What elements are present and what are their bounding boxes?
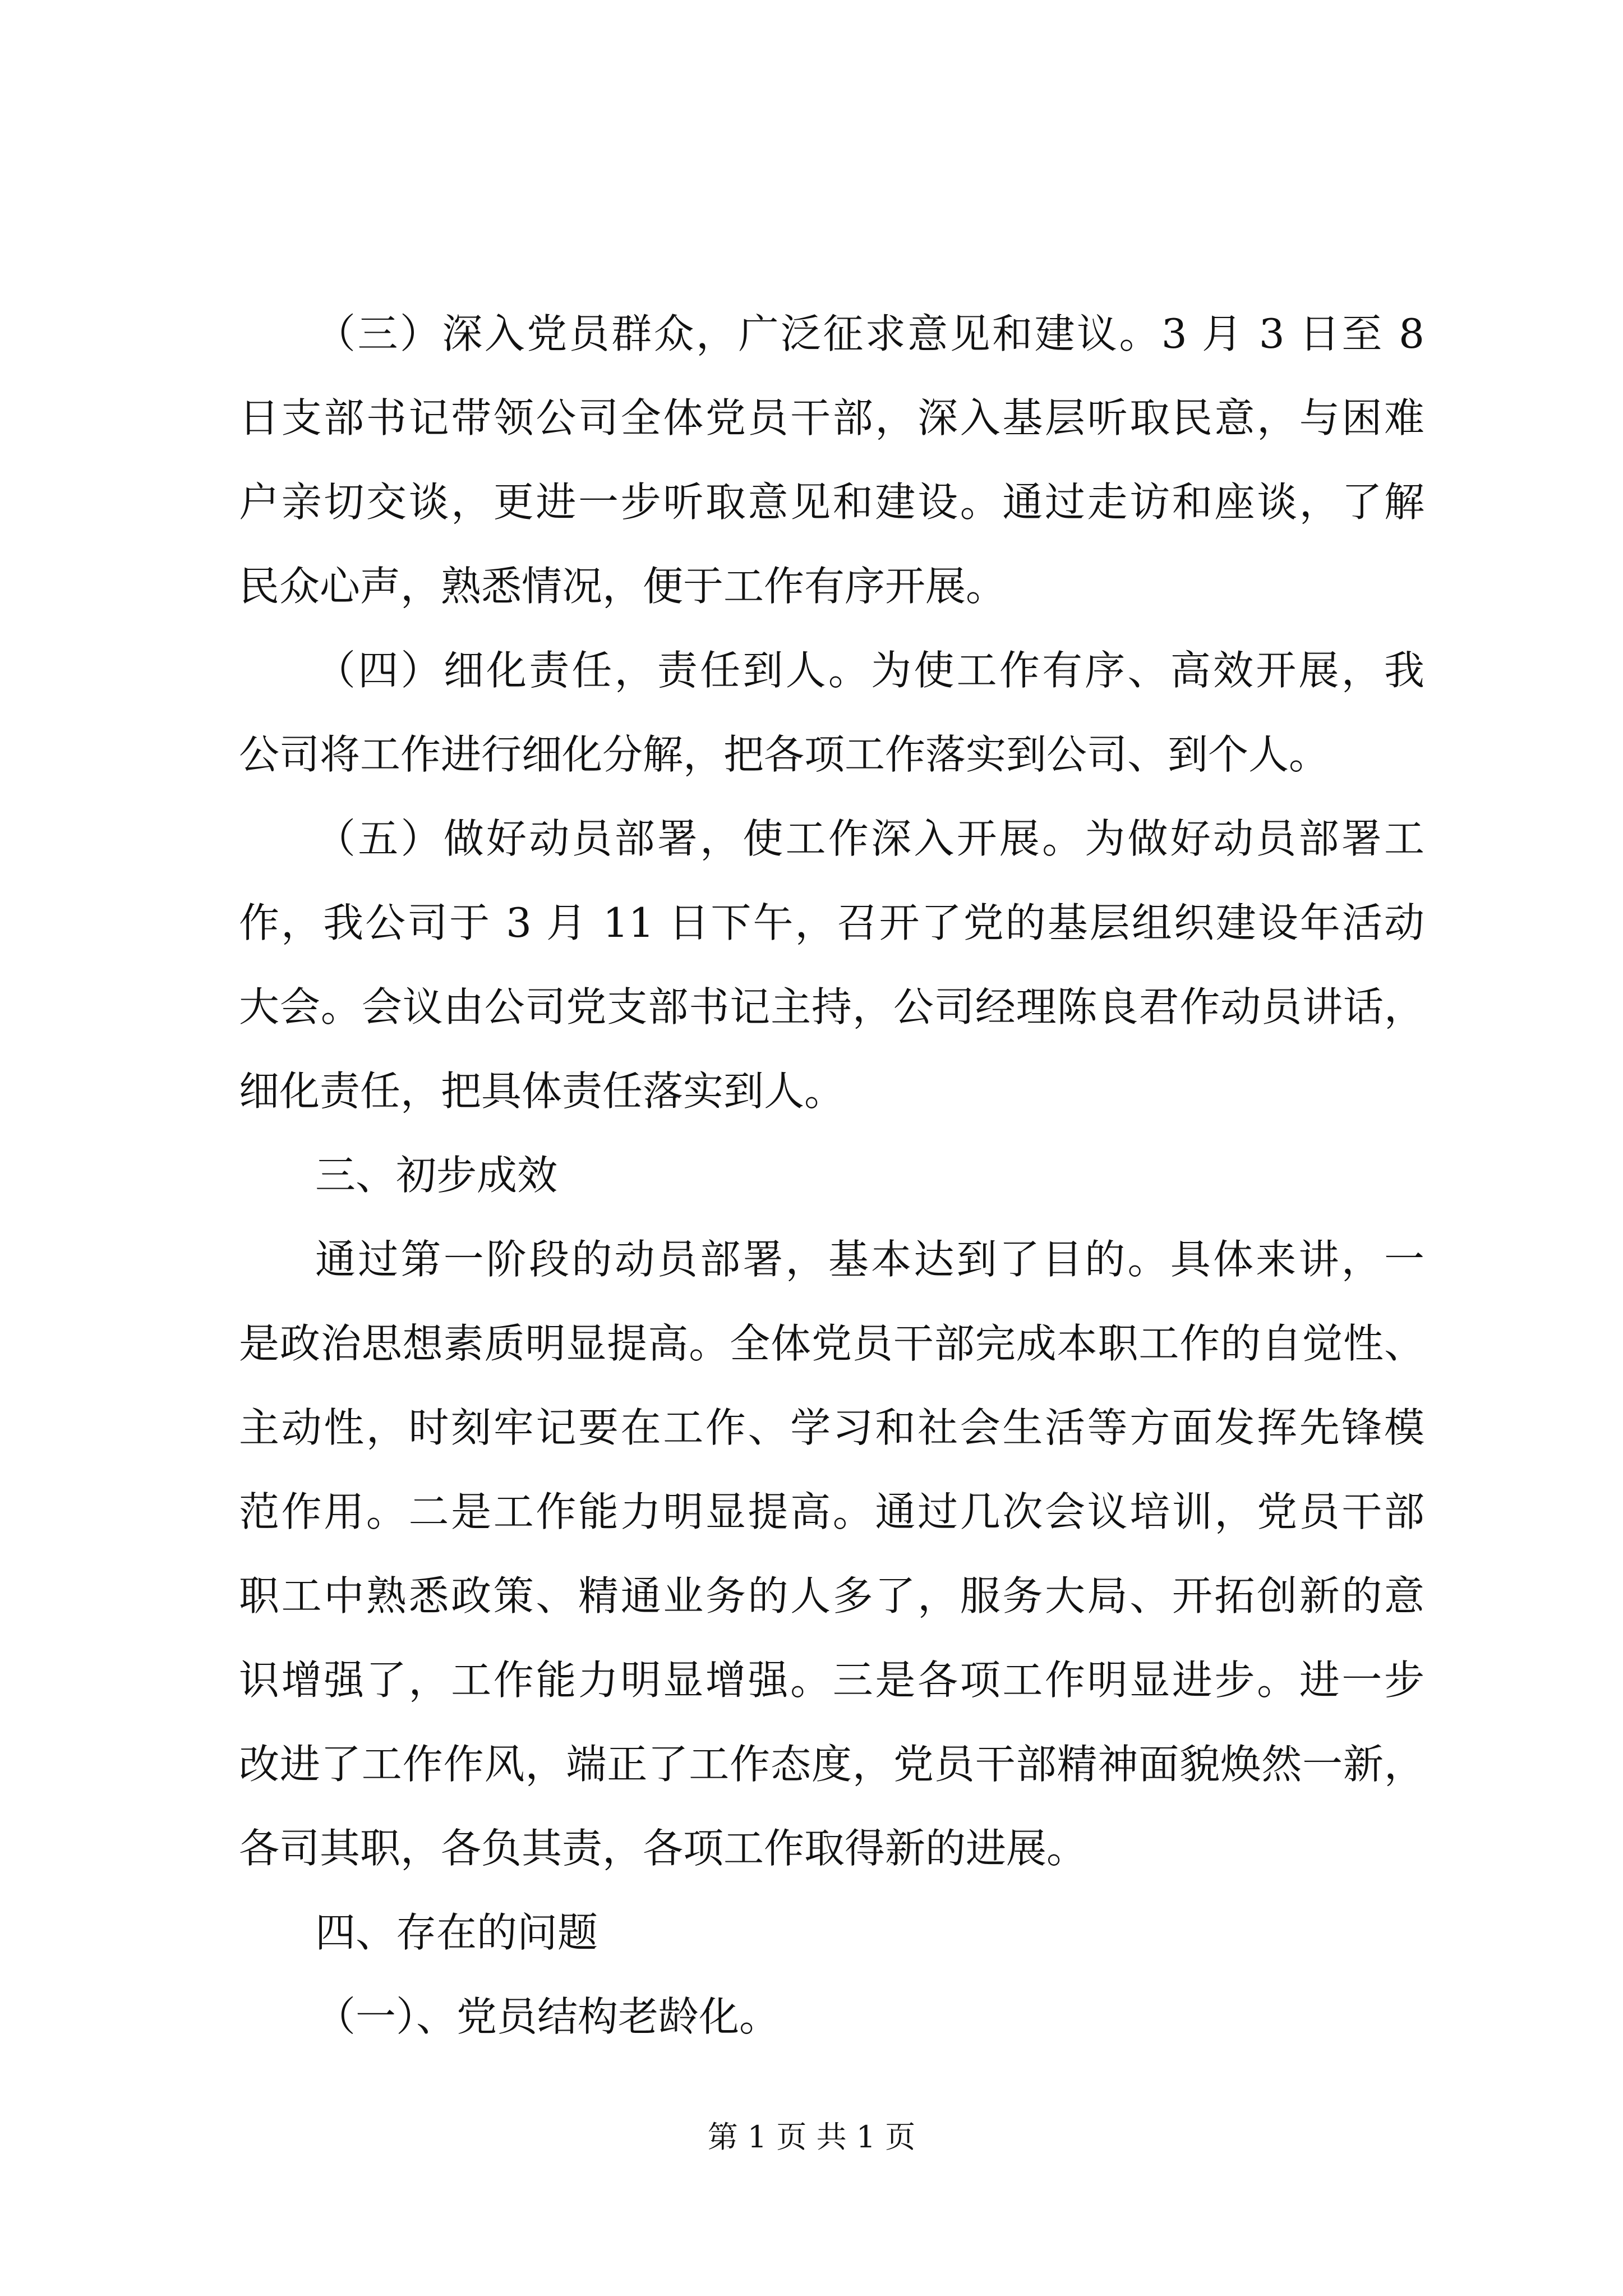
section-heading: 四、存在的问题 [315,1909,598,1956]
paragraph-line: 户亲切交谈，更进一步听取意见和建设。通过走访和座谈，了解 [239,478,1424,526]
paragraph-line: 主动性，时刻牢记要在工作、学习和社会生活等方面发挥先锋模 [239,1404,1424,1451]
paragraph-line: 识增强了，工作能力明显增强。三是各项工作明显进步。进一步 [239,1657,1424,1704]
paragraph-line: 各司其职，各负其责，各项工作取得新的进展。 [239,1825,1087,1872]
page-footer: 第 1 页 共 1 页 [707,2119,916,2155]
paragraph-line: 大会。会议由公司党支部书记主持，公司经理陈良君作动员讲话， [239,983,1424,1030]
paragraph-line: 范作用。二是工作能力明显提高。通过几次会议培训，党员干部 [239,1488,1424,1535]
paragraph-line: 职工中熟悉政策、精通业务的人多了，服务大局、开拓创新的意 [239,1572,1424,1619]
paragraph-line: 是政治思想素质明显提高。全体党员干部完成本职工作的自觉性、 [239,1320,1424,1367]
paragraph-line: （五）做好动员部署，使工作深入开展。为做好动员部署工 [315,815,1424,862]
paragraph-line: （三）深入党员群众，广泛征求意见和建议。3 月 3 日至 8 [315,310,1424,357]
paragraph-line: 日支部书记带领公司全体党员干部，深入基层听取民意，与困难 [239,394,1424,441]
paragraph-line: 改进了工作作风，端正了工作态度，党员干部精神面貌焕然一新， [239,1741,1424,1788]
paragraph-line: 细化责任，把具体责任落实到人。 [239,1068,845,1115]
paragraph-line: 公司将工作进行细化分解，把各项工作落实到公司、到个人。 [239,731,1330,778]
paragraph-line: 民众心声，熟悉情况，便于工作有序开展。 [239,563,1007,610]
section-heading: 三、初步成效 [315,1152,558,1199]
paragraph-line: 作，我公司于 3 月 11 日下午，召开了党的基层组织建设年活动 [239,899,1424,946]
paragraph-line: （四）细化责任，责任到人。为使工作有序、高效开展，我 [315,647,1424,694]
paragraph-line: 通过第一阶段的动员部署，基本达到了目的。具体来讲，一 [315,1236,1424,1283]
subsection-heading: （一）、党员结构老龄化。 [315,1993,780,2040]
